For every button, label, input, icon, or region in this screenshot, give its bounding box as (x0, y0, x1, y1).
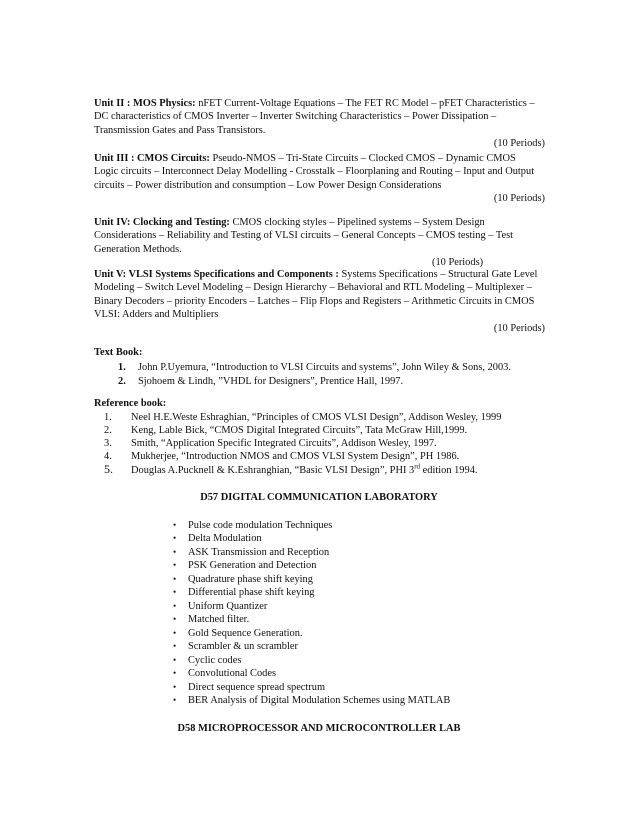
bullet-icon: • (173, 655, 177, 665)
unit-3-line-1: Unit III : CMOS Circuits: Pseudo-NMOS – Tri-State Circuits – Clocked CMOS – Dynamic CMOS (94, 153, 516, 164)
list-item-label: ASK Transmission and Reception (188, 547, 330, 558)
text-book-heading: Text Book: (94, 347, 143, 358)
list-item-label: Direct sequence spread spectrum (188, 682, 326, 693)
list-item (173, 627, 303, 640)
list-item-label: Quadrature phase shift keying (188, 574, 313, 585)
bullet-icon: • (173, 641, 177, 651)
list-item (173, 586, 314, 599)
list-item (173, 694, 450, 707)
unit-5-section (94, 268, 545, 335)
text-book-text: Sjohoem & Lindh, ”VHDL for Designers”, Prentice Hall, 1997. (138, 376, 404, 387)
reference-text: Smith, “Application Specific Integrated Circuits”, Addison Wesley, 1997. (131, 438, 437, 449)
reference-item (104, 437, 437, 450)
unit-4-heading: Unit IV: Clocking and Testing: (94, 217, 230, 228)
text-book-number: 1. (118, 362, 126, 373)
list-item-label: Delta Modulation (188, 533, 262, 544)
unit-5-line-1: Unit V: VLSI Systems Specifications and Components : Systems Specifications – Structural Gate Level (94, 269, 538, 280)
unit-5-line-3: Binary Decoders – priority Encoders – Latches – Flip Flops and Registers – Arithmetic Circuits in CMOS (94, 295, 535, 307)
list-item-label: Convolutional Codes (188, 668, 277, 679)
reference-number: 4. (104, 451, 112, 462)
bullet-icon: • (173, 533, 177, 543)
text-book-text: John P.Uyemura, “Introduction to VLSI Circuits and systems”, John Wiley & Sons, 2003. (138, 362, 511, 373)
reference-text: Mukherjee, “Introduction NMOS and CMOS VLSI System Design”, PH 1986. (131, 451, 460, 462)
reference-number: 5. (104, 462, 113, 476)
bullet-icon: • (173, 547, 177, 557)
list-item-label: Gold Sequence Generation. (188, 628, 303, 639)
bullet-icon: • (173, 574, 177, 584)
reference-text-end: edition 1994. (420, 465, 478, 476)
text-book-item (118, 361, 511, 374)
reference-number: 3. (104, 438, 112, 449)
list-item (173, 681, 325, 694)
list-item (173, 654, 241, 667)
reference-item (104, 463, 478, 477)
list-item-label: Cyclic codes (188, 655, 242, 666)
unit-4-line-1: Unit IV: Clocking and Testing: CMOS clocking styles – Pipelined systems – System Design (94, 217, 485, 228)
text-book-item (118, 375, 403, 388)
reference-item (104, 411, 501, 424)
list-item-label: Uniform Quantizer (188, 601, 268, 612)
unit-3-line-3: circuits – Power distribution and consumption – Low Power Design Considerations (94, 179, 442, 191)
unit-3-heading: Unit III : CMOS Circuits: (94, 153, 210, 164)
reference-number: 2. (104, 425, 112, 436)
lab-title-d58: D58 MICROPROCESSOR AND MICROCONTROLLER LAB (177, 723, 461, 734)
list-item-label: Differential phase shift keying (188, 587, 315, 598)
reference-item (104, 450, 459, 463)
reference-superscript: rd (414, 462, 421, 471)
text-book-number: 2. (118, 376, 126, 387)
list-item-label: BER Analysis of Digital Modulation Schemes using MATLAB (188, 695, 451, 706)
bullet-icon: • (173, 695, 177, 705)
unit-3-line-2: Logic circuits – Interconnect Delay Modelling - Crosstalk – Floorplaning and Routing – Input and Output (94, 166, 535, 178)
unit-5-heading: Unit V: VLSI Systems Specifications and Components : (94, 269, 339, 280)
unit-3-periods: (10 Periods) (493, 193, 545, 205)
bullet-icon: • (173, 614, 177, 624)
unit-4-periods: (10 Periods) (432, 257, 484, 269)
unit-2-line-3: Transmission Gates and Pass Transistors. (94, 124, 266, 136)
list-item (173, 573, 313, 586)
unit-5-periods: (10 Periods) (493, 322, 545, 334)
list-item-label: Pulse code modulation Techniques (188, 520, 333, 531)
reference-text: Keng, Lable Bick, “CMOS Digital Integrated Circuits”, Tata McGraw Hill,1999. (131, 425, 468, 436)
bullet-icon: • (173, 601, 177, 611)
unit-3-section (94, 152, 545, 206)
list-item-label: Matched filter. (188, 614, 250, 625)
list-item (173, 667, 276, 680)
unit-4-line-3: Generation Methods. (94, 243, 182, 255)
bullet-icon: • (173, 628, 177, 638)
unit-4-line-2: Considerations – Reliability and Testing of VLSI circuits – General Concepts – CMOS testing – Test (94, 230, 514, 242)
unit-2-periods: (10 Periods) (493, 138, 545, 150)
unit-4-section (94, 216, 545, 270)
list-item (173, 640, 298, 653)
bullet-icon: • (173, 560, 177, 570)
list-item (173, 613, 249, 626)
lab-title-d57: D57 DIGITAL COMMUNICATION LABORATORY (200, 492, 438, 503)
list-item-label: PSK Generation and Detection (188, 560, 317, 571)
unit-5-line-2: Modeling – Switch Level Modeling – Design Hierarchy – Behavioral and RTL Modeling – Multiplexer – (94, 282, 532, 294)
unit-2-heading: Unit II : MOS Physics: (94, 98, 196, 109)
list-item (173, 519, 332, 532)
list-item (173, 600, 267, 613)
bullet-icon: • (173, 520, 177, 530)
unit-2-line-2: DC characteristics of CMOS Inverter – Inverter Switching Characteristics – Power Dissipation – (94, 111, 497, 123)
reference-text: Douglas A.Pucknell & K.Eshranghian, “Basic VLSI Design”, PHI 3 (131, 465, 415, 476)
unit-2-section (94, 97, 545, 151)
list-item (173, 559, 316, 572)
bullet-icon: • (173, 587, 177, 597)
list-item-label: Scrambler & un scrambler (188, 641, 298, 652)
reference-number: 1. (104, 412, 112, 423)
unit-2-line-1: Unit II : MOS Physics: nFET Current-Voltage Equations – The FET RC Model – pFET Characteristics – (94, 98, 535, 109)
reference-book-heading: Reference book: (94, 398, 167, 409)
reference-text: Neel H.E.Weste Eshraghian, “Principles of CMOS VLSI Design”, Addison Wesley, 1999 (131, 412, 502, 423)
list-item (173, 532, 262, 545)
bullet-icon: • (173, 682, 177, 692)
reference-item (104, 424, 467, 437)
bullet-icon: • (173, 668, 177, 678)
unit-5-line-4: VLSI: Adders and Multipliers (94, 309, 219, 321)
list-item (173, 546, 329, 559)
